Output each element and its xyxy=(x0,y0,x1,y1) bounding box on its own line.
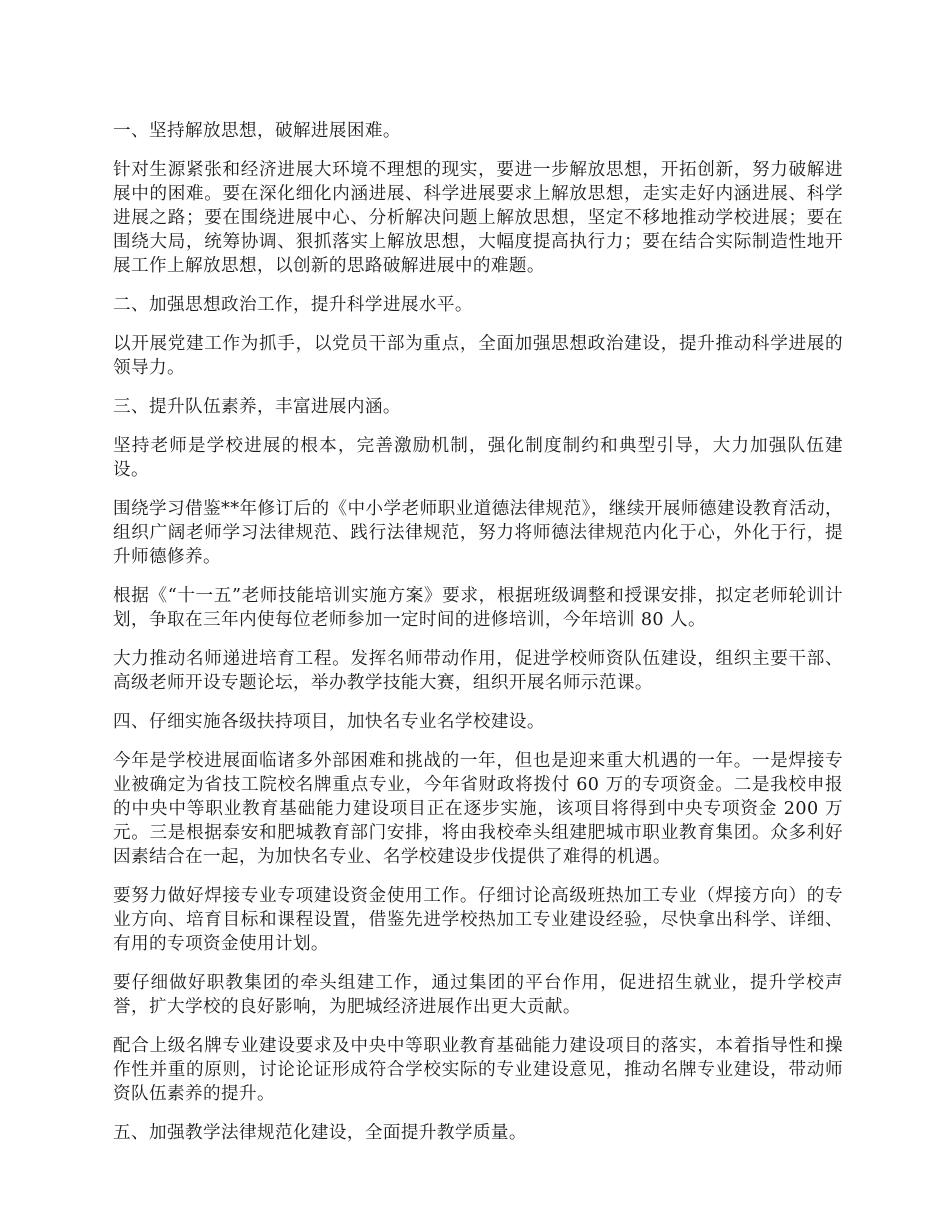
body-paragraph: 以开展党建工作为抓手，以党员干部为重点，全面加强思想政治建设，提升推动科学进展的领导力。 xyxy=(113,334,843,378)
section-heading-4: 四、仔细实施各级扶持项目，加快名专业名学校建设。 xyxy=(113,712,545,732)
body-paragraph: 针对生源紧张和经济进展大环境不理想的现实，要进一步解放思想，开拓创新，努力破解进展中的困难。要在深化细化内涵进展、科学进展要求上解放思想，走实走好内涵进展、科学进展之路；要在围绕进展中心、分析解决问题上解放思想，坚定不移地推动学校进展；要在围绕大局，统筹协调、狠抓落实上解放思想，大幅度提高执行力；要在结合实际制造性地开展工作上解放思想，以创新的思路破解进展中的难题。 xyxy=(113,160,843,276)
body-paragraph: 大力推动名师递进培育工程。发挥名师带动作用，促进学校师资队伍建设，组织主要干部、高级老师开设专题论坛，举办教学技能大赛，组织开展名师示范课。 xyxy=(113,649,843,693)
body-paragraph: 坚持老师是学校进展的根本，完善激励机制，强化制度制约和典型引导，大力加强队伍建设。 xyxy=(113,436,843,480)
body-paragraph: 根据《“十一五”老师技能培训实施方案》要求，根据班级调整和授课安排，拟定老师轮训计划，争取在三年内使每位老师参加一定时间的进修培训，今年培训 80 人。 xyxy=(113,586,843,630)
document-page xyxy=(113,119,843,1160)
body-paragraph: 围绕学习借鉴**年修订后的《中小学老师职业道德法律规范》，继续开展师德建设教育活动，组织广阔老师学习法律规范、践行法律规范，努力将师德法律规范内化于心，外化于行，提升师德修养。 xyxy=(113,499,843,567)
body-paragraph: 配合上级名牌专业建设要求及中央中等职业教育基础能力建设项目的落实，本着指导性和操作性并重的原则，讨论论证形成符合学校实际的专业建设意见，推动名牌专业建设，带动师资队伍素养的提升。 xyxy=(113,1036,843,1104)
section-heading-2: 二、加强思想政治工作，提升科学进展水平。 xyxy=(113,295,473,315)
body-paragraph: 今年是学校进展面临诸多外部困难和挑战的一年，但也是迎来重大机遇的一年。一是焊接专业被确定为省技工院校名牌重点专业，今年省财政将拨付 60 万的专项资金。二是我校申报的中央中等职业教育基础能力建设项目正在逐步实施，该项目将得到中央专项资金 200 万元。三是根据泰安和肥城教育部门安排，将由我校牵头组建肥城市职业教育集团。众多利好因素结合在一起，为加快名专业、名学校建设步伐提供了难得的机遇。 xyxy=(113,751,843,867)
body-paragraph: 要努力做好焊接专业专项建设资金使用工作。仔细讨论高级班热加工专业（焊接方向）的专业方向、培育目标和课程设置，借鉴先进学校热加工专业建设经验，尽快拿出科学、详细、有用的专项资金使用计划。 xyxy=(113,886,843,954)
section-heading-5: 五、加强教学法律规范化建设，全面提升教学质量。 xyxy=(113,1123,527,1143)
body-paragraph: 要仔细做好职教集团的牵头组建工作，通过集团的平台作用，促进招生就业，提升学校声誉，扩大学校的良好影响，为肥城经济进展作出更大贡献。 xyxy=(113,973,843,1017)
section-heading-1: 一、坚持解放思想，破解进展困难。 xyxy=(113,121,401,141)
section-heading-3: 三、提升队伍素养，丰富进展内涵。 xyxy=(113,397,401,417)
